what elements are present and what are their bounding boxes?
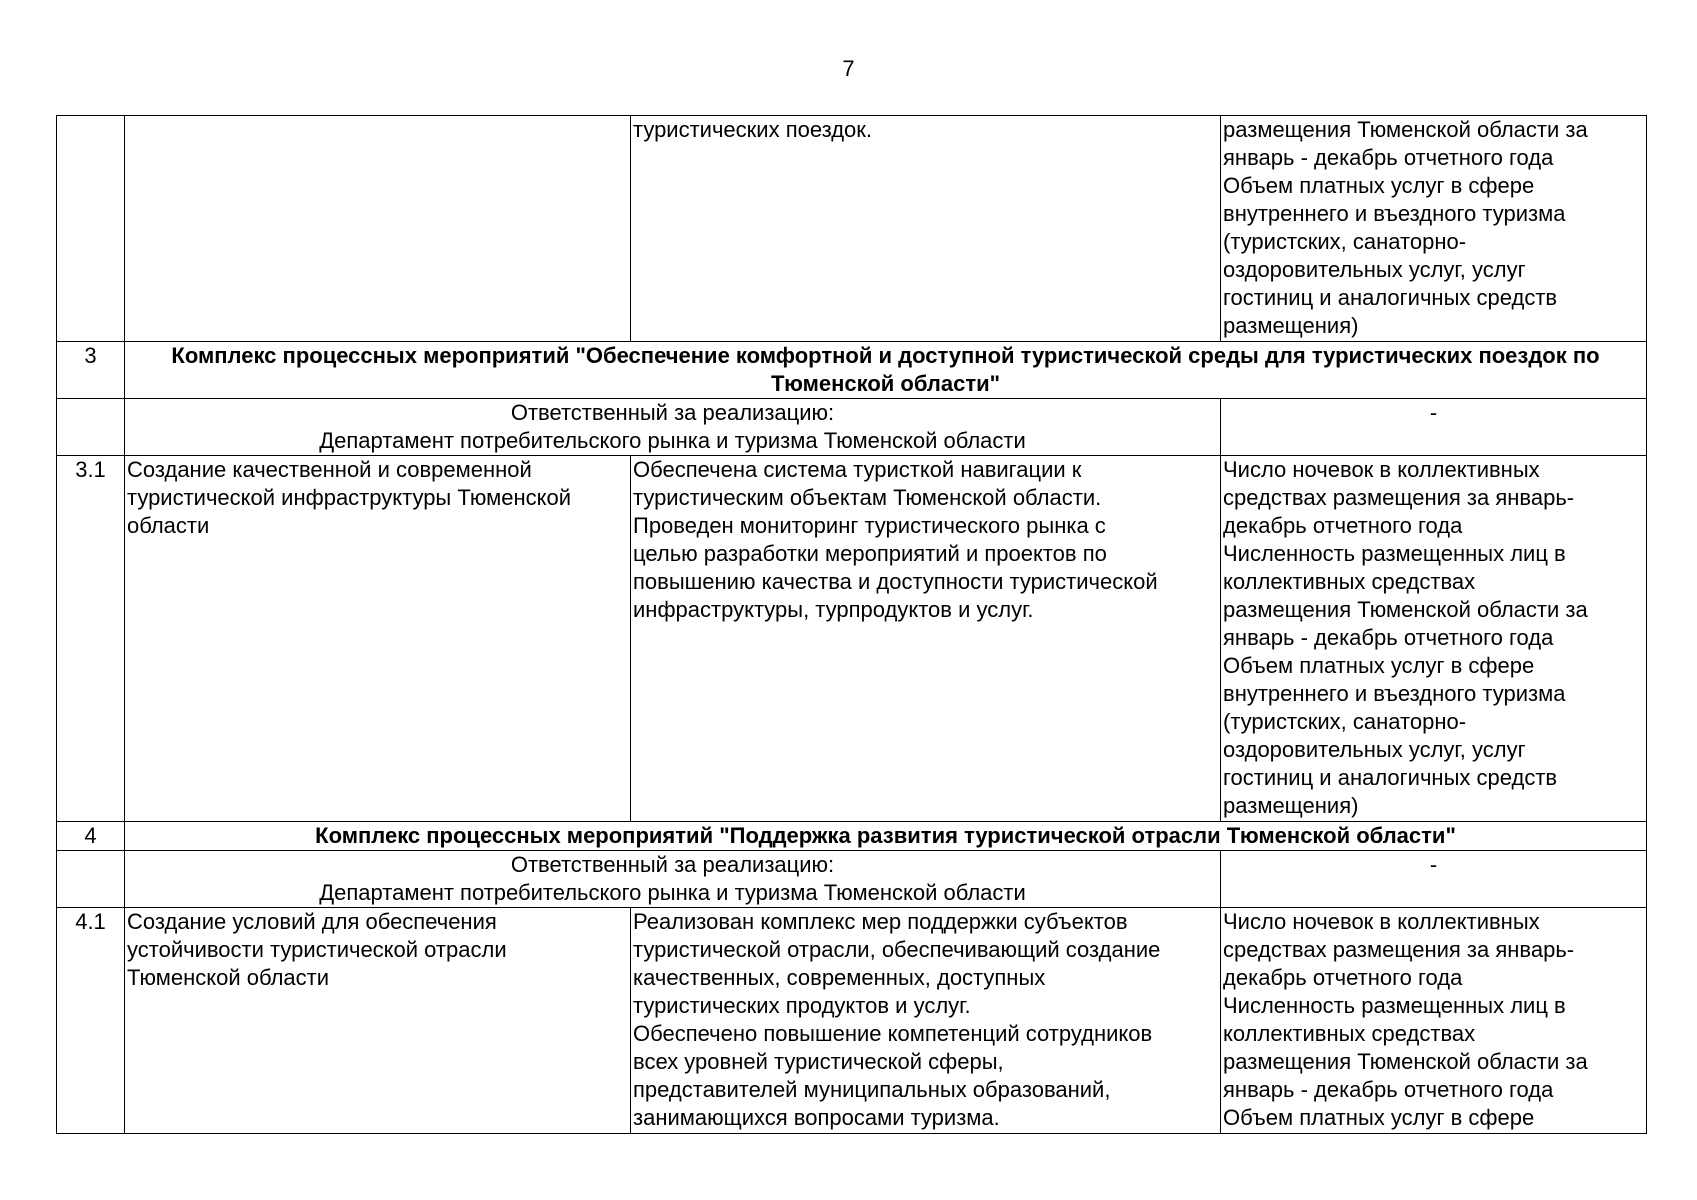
indicator-line: январь - декабрь отчетного года [1223, 1077, 1554, 1102]
result-line: повышению качества и доступности туристической [633, 569, 1158, 594]
indicator-line: Объем платных услуг в сфере [1223, 173, 1535, 198]
section-number: 3 [57, 342, 125, 399]
indicator-line: (туристских, санаторно- [1223, 709, 1467, 734]
result-line: Обеспечена система туристкой навигации к [633, 457, 1082, 482]
result-line: туристическим объектам Тюменской области. [633, 485, 1102, 510]
indicator-line: размещения Тюменской области за [1223, 1049, 1588, 1074]
indicator-line: декабрь отчетного года [1223, 513, 1463, 538]
indicator-line: Число ночевок в коллективных [1223, 909, 1540, 934]
indicator-line: внутреннего и въездного туризма [1223, 681, 1566, 706]
indicator-line: оздоровительных услуг, услуг [1223, 257, 1526, 282]
result-line: Реализован комплекс мер поддержки субъектов [633, 909, 1128, 934]
result-cell [631, 908, 1221, 1134]
result-cell [631, 456, 1221, 822]
indicator-line: гостиниц и аналогичных средств [1223, 765, 1558, 790]
task-line: Создание качественной и современной [127, 457, 532, 482]
indicator-line: оздоровительных услуг, услуг [1223, 737, 1526, 762]
table-row-3-1 [57, 456, 1647, 822]
table-row-4-1 [57, 908, 1647, 1134]
task-line: области [127, 513, 210, 538]
result-line: Проведен мониторинг туристического рынка с [633, 513, 1106, 538]
indicator-line: размещения Тюменской области за [1223, 597, 1588, 622]
section-title: Комплекс процессных мероприятий "Обеспечение комфортной и доступной туристической среды для туристических поездок по Тюменской области" [125, 342, 1647, 399]
section-number: 4 [57, 822, 125, 851]
responsible-label: Ответственный за реализацию: [510, 400, 835, 425]
result-line: Обеспечено повышение компетенций сотрудников [633, 1021, 1153, 1046]
table-row-continuation [57, 116, 1647, 342]
indicator-line: Объем платных услуг в сфере [1223, 653, 1535, 678]
indicator-line: коллективных средствах [1223, 569, 1476, 594]
result-line: всех уровней туристической сферы, [633, 1049, 1004, 1074]
indicator-line: Объем платных услуг в сфере [1223, 1105, 1535, 1130]
section-row-3 [57, 342, 1647, 399]
section-row-4 [57, 822, 1647, 851]
result-line: представителей муниципальных образований, [633, 1077, 1111, 1102]
task-line: устойчивости туристической отрасли [127, 937, 507, 962]
result-line: туристической отрасли, обеспечивающий создание [633, 937, 1161, 962]
indicator-cell [1221, 456, 1647, 822]
indicator-line: Число ночевок в коллективных [1223, 457, 1540, 482]
result-cell [631, 116, 1221, 342]
result-line: целью разработки мероприятий и проектов по [633, 541, 1107, 566]
empty-number-cell [57, 399, 125, 456]
task-cell [125, 908, 631, 1134]
responsible-label: Ответственный за реализацию: [510, 852, 835, 877]
page-number: 7 [842, 56, 855, 81]
empty-number-cell [57, 851, 125, 908]
indicator-line: январь - декабрь отчетного года [1223, 145, 1554, 170]
indicator-line: размещения Тюменской области за [1223, 117, 1588, 142]
indicator-line: январь - декабрь отчетного года [1223, 625, 1554, 650]
task-cell [125, 116, 631, 342]
indicator-line: размещения) [1223, 793, 1359, 818]
responsible-row-4 [57, 851, 1647, 908]
result-line: качественных, современных, доступных [633, 965, 1046, 990]
result-line: инфраструктуры, турпродуктов и услуг. [633, 597, 1034, 622]
responsible-org: Департамент потребительского рынка и туризма Тюменской области [319, 428, 1026, 453]
row-number-cell: 4.1 [57, 908, 125, 1134]
responsible-cell [125, 399, 1221, 456]
indicator-line: Численность размещенных лиц в [1223, 541, 1566, 566]
section-title: Комплекс процессных мероприятий "Поддержка развития туристической отрасли Тюменской области" [125, 822, 1647, 851]
program-table [56, 115, 1647, 1134]
responsible-cell [125, 851, 1221, 908]
result-line: туристических поездок. [633, 117, 873, 142]
indicator-line: коллективных средствах [1223, 1021, 1476, 1046]
task-cell [125, 456, 631, 822]
indicator-cell [1221, 116, 1647, 342]
indicator-line: (туристских, санаторно- [1223, 229, 1467, 254]
task-line: Создание условий для обеспечения [127, 909, 497, 934]
indicator-line: гостиниц и аналогичных средств [1223, 285, 1558, 310]
responsible-value: - [1221, 851, 1647, 908]
task-line: туристической инфраструктуры Тюменской [127, 485, 571, 510]
responsible-value: - [1221, 399, 1647, 456]
indicator-cell [1221, 908, 1647, 1134]
indicator-line: средствах размещения за январь- [1223, 937, 1575, 962]
indicator-line: размещения) [1223, 313, 1359, 338]
indicator-line: внутреннего и въездного туризма [1223, 201, 1566, 226]
responsible-row-3 [57, 399, 1647, 456]
result-line: туристических продуктов и услуг. [633, 993, 971, 1018]
result-line: занимающихся вопросами туризма. [633, 1105, 1000, 1130]
row-number-cell [57, 116, 125, 342]
indicator-line: средствах размещения за январь- [1223, 485, 1575, 510]
indicator-line: декабрь отчетного года [1223, 965, 1463, 990]
indicator-line: Численность размещенных лиц в [1223, 993, 1566, 1018]
task-line: Тюменской области [127, 965, 330, 990]
row-number-cell: 3.1 [57, 456, 125, 822]
responsible-org: Департамент потребительского рынка и туризма Тюменской области [319, 880, 1026, 905]
